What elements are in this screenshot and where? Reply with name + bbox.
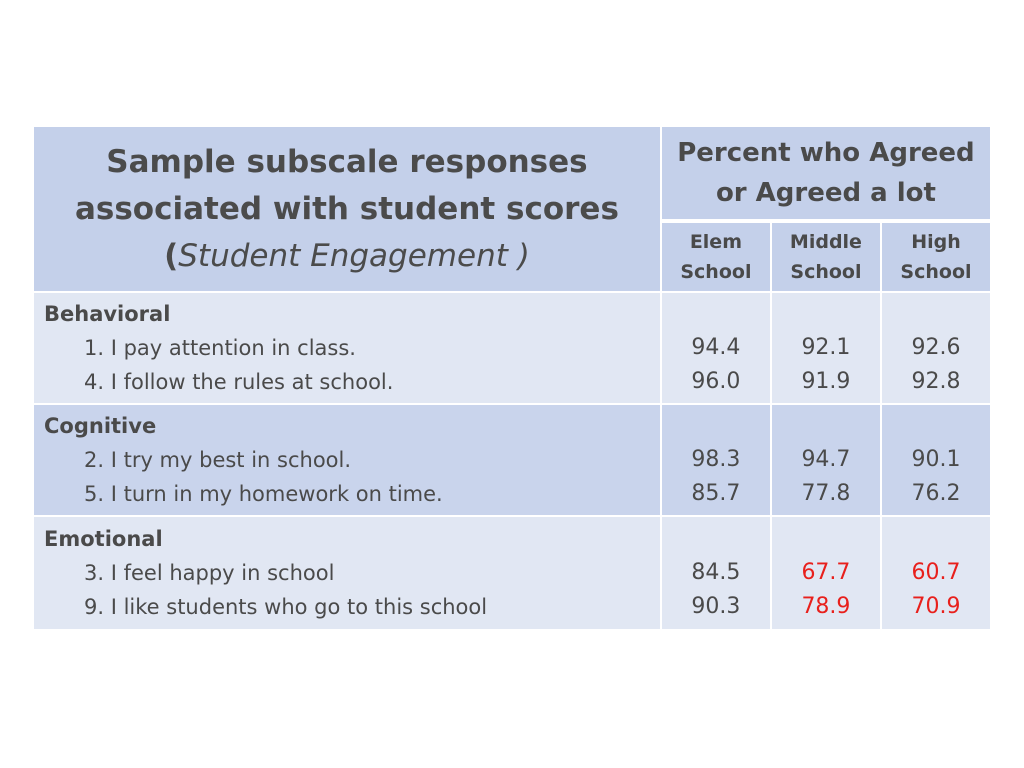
title-line-2: associated with student scores xyxy=(74,190,619,227)
percent-header-line-1: Percent who Agreed xyxy=(677,138,975,168)
value: 98.3 xyxy=(691,447,741,472)
item-label: 9. I like students who go to this school xyxy=(84,595,488,619)
highlighted-value: 70.9 xyxy=(911,594,961,619)
category-label: Behavioral xyxy=(44,302,171,326)
percent-header-line-2: or Agreed a lot xyxy=(715,178,936,208)
title-paren: ( xyxy=(164,237,179,274)
item-label: 4. I follow the rules at school. xyxy=(84,370,394,394)
middle-values xyxy=(770,405,880,517)
elem-label-2: School xyxy=(680,261,752,283)
value: 91.9 xyxy=(801,369,851,394)
highlighted-value: 67.7 xyxy=(801,560,851,585)
middle-values xyxy=(770,517,880,629)
item-label: 1. I pay attention in class. xyxy=(84,336,356,360)
value: 94.7 xyxy=(801,447,851,472)
highlighted-value: 78.9 xyxy=(801,594,851,619)
high-values xyxy=(880,517,990,629)
column-header-middle xyxy=(770,223,880,293)
value: 92.6 xyxy=(911,335,961,360)
table-row xyxy=(34,517,990,629)
category-cell xyxy=(34,517,662,629)
column-header-elem xyxy=(662,223,770,293)
middle-label-2: School xyxy=(790,261,862,283)
table-row xyxy=(34,293,990,405)
high-label-1: High xyxy=(911,231,961,253)
value: 92.8 xyxy=(911,369,961,394)
item-label: 3. I feel happy in school xyxy=(84,561,335,585)
category-cell xyxy=(34,405,662,517)
value: 92.1 xyxy=(801,335,851,360)
category-label: Cognitive xyxy=(44,414,157,438)
elem-values xyxy=(662,405,770,517)
table-title xyxy=(34,127,662,293)
category-label: Emotional xyxy=(44,527,163,551)
value: 96.0 xyxy=(691,369,741,394)
title-subscale: Student Engagement ) xyxy=(178,237,530,274)
high-values xyxy=(880,293,990,405)
high-values xyxy=(880,405,990,517)
percent-header xyxy=(662,127,990,223)
item-label: 2. I try my best in school. xyxy=(84,448,352,472)
middle-label-1: Middle xyxy=(789,231,862,253)
value: 77.8 xyxy=(801,481,851,506)
table-row xyxy=(34,405,990,517)
column-header-high xyxy=(880,223,990,293)
category-cell xyxy=(34,293,662,405)
elem-values xyxy=(662,517,770,629)
middle-values xyxy=(770,293,880,405)
value: 94.4 xyxy=(691,335,741,360)
value: 90.3 xyxy=(691,594,741,619)
highlighted-value: 60.7 xyxy=(911,560,961,585)
high-label-2: School xyxy=(900,261,972,283)
item-label: 5. I turn in my homework on time. xyxy=(84,482,443,506)
elem-label-1: Elem xyxy=(689,231,742,253)
engagement-table xyxy=(34,127,990,629)
title-line-3 xyxy=(34,233,660,280)
value: 76.2 xyxy=(911,481,961,506)
elem-values xyxy=(662,293,770,405)
value: 90.1 xyxy=(911,447,961,472)
value: 85.7 xyxy=(691,481,741,506)
value: 84.5 xyxy=(691,560,741,585)
title-line-1: Sample subscale responses xyxy=(106,143,588,180)
